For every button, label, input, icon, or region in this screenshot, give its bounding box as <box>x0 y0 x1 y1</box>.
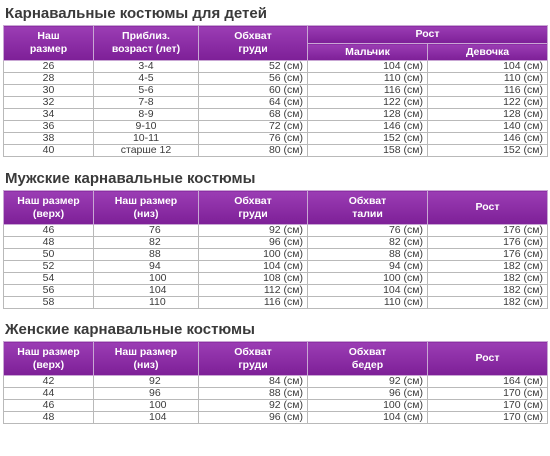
table-cell: 104 <box>94 412 199 424</box>
table-cell: 170 (см) <box>428 412 548 424</box>
kids-header-age: Приблиз. возраст (лет) <box>94 26 199 61</box>
table-cell: 152 (см) <box>308 133 428 145</box>
table-cell: 96 (см) <box>199 237 308 249</box>
table-row <box>4 73 548 85</box>
kids-header-row <box>4 26 548 44</box>
table-row <box>4 297 548 309</box>
table-cell: 10-11 <box>94 133 199 145</box>
table-row <box>4 400 548 412</box>
table-cell: 104 <box>94 285 199 297</box>
table-cell: 176 (см) <box>428 237 548 249</box>
women-header-size-top: Наш размер (верх) <box>4 342 94 376</box>
table-cell: 92 (см) <box>199 225 308 237</box>
women-header-size-bottom: Наш размер (низ) <box>94 342 199 376</box>
men-header-height: Рост <box>428 191 548 225</box>
table-cell: 100 <box>94 273 199 285</box>
table-cell: 38 <box>4 133 94 145</box>
men-header-chest: Обхват груди <box>199 191 308 225</box>
table-cell: 3-4 <box>94 61 199 73</box>
table-row <box>4 133 548 145</box>
table-cell: 94 <box>94 261 199 273</box>
women-table-body <box>4 376 548 424</box>
table-row <box>4 61 548 73</box>
table-cell: 88 (см) <box>199 388 308 400</box>
kids-header-chest: Обхват груди <box>199 26 308 61</box>
table-cell: 88 (см) <box>308 249 428 261</box>
table-cell: 146 (см) <box>308 121 428 133</box>
table-cell: 48 <box>4 412 94 424</box>
table-cell: 54 <box>4 273 94 285</box>
table-cell: 110 (см) <box>428 73 548 85</box>
table-cell: 100 (см) <box>308 273 428 285</box>
table-row <box>4 237 548 249</box>
table-cell: 100 (см) <box>199 249 308 261</box>
table-row <box>4 388 548 400</box>
table-cell: 122 (см) <box>308 97 428 109</box>
table-cell: 116 (см) <box>308 85 428 97</box>
table-cell: 128 (см) <box>428 109 548 121</box>
table-cell: 122 (см) <box>428 97 548 109</box>
table-cell: 112 (см) <box>199 285 308 297</box>
table-cell: 9-10 <box>94 121 199 133</box>
table-cell: 5-6 <box>94 85 199 97</box>
table-cell: 88 <box>94 249 199 261</box>
table-row <box>4 376 548 388</box>
table-cell: 104 (см) <box>308 412 428 424</box>
table-cell: 104 (см) <box>308 61 428 73</box>
table-cell: 164 (см) <box>428 376 548 388</box>
table-cell: 30 <box>4 85 94 97</box>
table-cell: 110 (см) <box>308 73 428 85</box>
women-section-title: Женские карнавальные костюмы <box>5 321 255 338</box>
women-header-row <box>4 342 548 376</box>
table-row <box>4 261 548 273</box>
table-cell: 108 (см) <box>199 273 308 285</box>
table-cell: 92 (см) <box>308 376 428 388</box>
men-header-size-top: Наш размер (верх) <box>4 191 94 225</box>
table-cell: 96 (см) <box>308 388 428 400</box>
table-row <box>4 121 548 133</box>
table-row <box>4 145 548 157</box>
table-cell: 50 <box>4 249 94 261</box>
table-cell: 170 (см) <box>428 400 548 412</box>
table-cell: 46 <box>4 400 94 412</box>
table-cell: 42 <box>4 376 94 388</box>
table-cell: 182 (см) <box>428 285 548 297</box>
table-cell: 92 <box>94 376 199 388</box>
table-cell: 94 (см) <box>308 261 428 273</box>
table-cell: 100 <box>94 400 199 412</box>
table-cell: 58 <box>4 297 94 309</box>
men-section-title: Мужские карнавальные костюмы <box>5 170 256 187</box>
table-cell: 48 <box>4 237 94 249</box>
kids-section-title: Карнавальные костюмы для детей <box>5 5 267 22</box>
table-row <box>4 273 548 285</box>
table-cell: 76 <box>94 225 199 237</box>
table-cell: 140 (см) <box>428 121 548 133</box>
table-row <box>4 109 548 121</box>
table-cell: 100 (см) <box>308 400 428 412</box>
table-cell: 182 (см) <box>428 261 548 273</box>
table-cell: 60 (см) <box>199 85 308 97</box>
table-cell: 104 (см) <box>199 261 308 273</box>
table-cell: 176 (см) <box>428 225 548 237</box>
table-cell: 176 (см) <box>428 249 548 261</box>
table-cell: 104 (см) <box>308 285 428 297</box>
table-cell: 110 <box>94 297 199 309</box>
women-header-chest: Обхват груди <box>199 342 308 376</box>
table-cell: 76 (см) <box>308 225 428 237</box>
table-cell: 52 <box>4 261 94 273</box>
table-cell: 28 <box>4 73 94 85</box>
table-cell: 182 (см) <box>428 273 548 285</box>
men-table-body <box>4 225 548 309</box>
table-cell: 82 (см) <box>308 237 428 249</box>
table-cell: 96 <box>94 388 199 400</box>
table-cell: 158 (см) <box>308 145 428 157</box>
women-header-height: Рост <box>428 342 548 376</box>
table-row <box>4 412 548 424</box>
table-cell: 34 <box>4 109 94 121</box>
table-cell: 116 (см) <box>428 85 548 97</box>
table-row <box>4 225 548 237</box>
men-header-size-bottom: Наш размер (низ) <box>94 191 199 225</box>
table-cell: 96 (см) <box>199 412 308 424</box>
table-cell: 32 <box>4 97 94 109</box>
table-cell: 76 (см) <box>199 133 308 145</box>
table-cell: 110 (см) <box>308 297 428 309</box>
table-row <box>4 285 548 297</box>
table-cell: 64 (см) <box>199 97 308 109</box>
kids-table-body <box>4 61 548 157</box>
men-header-row <box>4 191 548 225</box>
table-cell: 84 (см) <box>199 376 308 388</box>
table-cell: старше 12 <box>94 145 199 157</box>
table-cell: 170 (см) <box>428 388 548 400</box>
table-row <box>4 249 548 261</box>
table-cell: 4-5 <box>94 73 199 85</box>
table-cell: 52 (см) <box>199 61 308 73</box>
table-cell: 7-8 <box>94 97 199 109</box>
women-size-table <box>3 341 548 424</box>
table-row <box>4 85 548 97</box>
table-cell: 26 <box>4 61 94 73</box>
table-cell: 72 (см) <box>199 121 308 133</box>
table-cell: 8-9 <box>94 109 199 121</box>
table-cell: 182 (см) <box>428 297 548 309</box>
women-header-hips: Обхват бедер <box>308 342 428 376</box>
table-cell: 40 <box>4 145 94 157</box>
men-header-waist: Обхват талии <box>308 191 428 225</box>
table-cell: 44 <box>4 388 94 400</box>
table-cell: 104 (см) <box>428 61 548 73</box>
table-cell: 152 (см) <box>428 145 548 157</box>
table-cell: 56 (см) <box>199 73 308 85</box>
table-cell: 46 <box>4 225 94 237</box>
table-cell: 68 (см) <box>199 109 308 121</box>
kids-header-boy: Мальчик <box>308 44 428 61</box>
kids-size-table <box>3 25 548 157</box>
table-cell: 92 (см) <box>199 400 308 412</box>
table-cell: 82 <box>94 237 199 249</box>
table-cell: 128 (см) <box>308 109 428 121</box>
table-cell: 146 (см) <box>428 133 548 145</box>
table-cell: 56 <box>4 285 94 297</box>
kids-header-size: Наш размер <box>4 26 94 61</box>
table-cell: 80 (см) <box>199 145 308 157</box>
table-cell: 36 <box>4 121 94 133</box>
table-cell: 116 (см) <box>199 297 308 309</box>
men-size-table <box>3 190 548 309</box>
kids-header-height: Рост <box>308 26 548 44</box>
kids-header-girl: Девочка <box>428 44 548 61</box>
table-row <box>4 97 548 109</box>
